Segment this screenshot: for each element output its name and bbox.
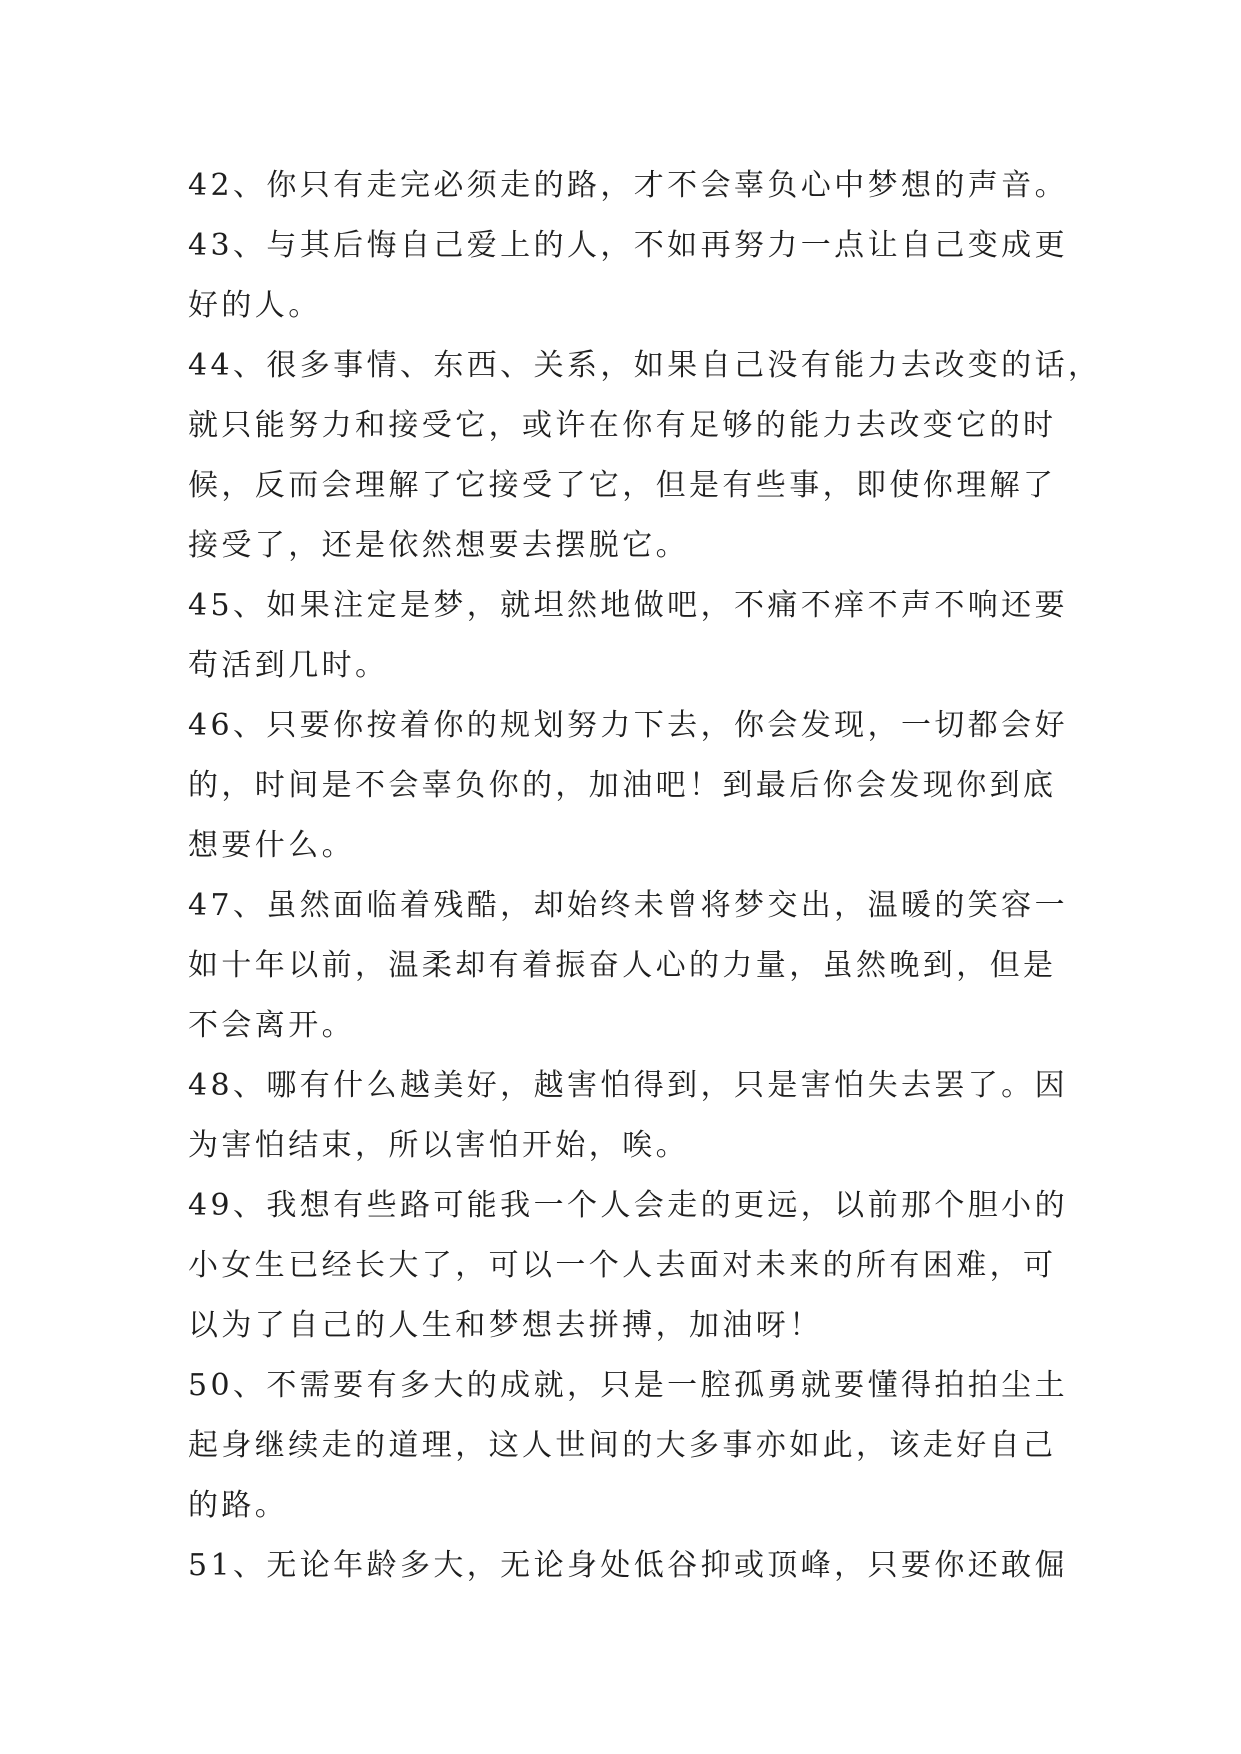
text-line: 想要什么。 (188, 828, 355, 863)
text-line: 49、我想有些路可能我一个人会走的更远，以前那个胆小的 (188, 1188, 1068, 1223)
text-line: 47、虽然面临着残酷，却始终未曾将梦交出，温暖的笑容一 (188, 888, 1068, 923)
text-line: 48、哪有什么越美好，越害怕得到，只是害怕失去罢了。因 (188, 1068, 1068, 1103)
text-line: 45、如果注定是梦，就坦然地做吧，不痛不痒不声不响还要 (188, 588, 1068, 623)
text-line: 接受了，还是依然想要去摆脱它。 (188, 528, 689, 563)
text-line: 好的人。 (188, 288, 322, 323)
document-body (188, 156, 1102, 1596)
text-line: 不会离开。 (188, 1008, 355, 1043)
text-line: 50、不需要有多大的成就，只是一腔孤勇就要懂得拍拍尘土 (188, 1368, 1068, 1403)
text-line: 就只能努力和接受它，或许在你有足够的能力去改变它的时 (188, 408, 1057, 443)
text-line: 42、你只有走完必须走的路，才不会辜负心中梦想的声音。 (188, 168, 1068, 203)
text-line: 44、很多事情、东西、关系，如果自己没有能力去改变的话， (188, 348, 1102, 383)
text-line: 起身继续走的道理，这人世间的大多事亦如此，该走好自己 (188, 1428, 1057, 1463)
text-line: 46、只要你按着你的规划努力下去，你会发现，一切都会好 (188, 708, 1068, 743)
text-line: 苟活到几时。 (188, 648, 389, 683)
text-line: 小女生已经长大了，可以一个人去面对未来的所有困难，可 (188, 1248, 1057, 1283)
text-line: 51、无论年龄多大，无论身处低谷抑或顶峰，只要你还敢倔 (188, 1548, 1068, 1583)
text-line: 如十年以前，温柔却有着振奋人心的力量，虽然晚到，但是 (188, 948, 1057, 983)
text-line: 以为了自己的人生和梦想去拼搏，加油呀！ (188, 1308, 823, 1343)
text-line: 的路。 (188, 1488, 289, 1523)
text-line: 的，时间是不会辜负你的，加油吧！到最后你会发现你到底 (188, 768, 1057, 803)
text-line: 为害怕结束，所以害怕开始，唉。 (188, 1128, 689, 1163)
text-line: 候，反而会理解了它接受了它，但是有些事，即使你理解了 (188, 468, 1057, 503)
text-line: 43、与其后悔自己爱上的人，不如再努力一点让自己变成更 (188, 228, 1068, 263)
